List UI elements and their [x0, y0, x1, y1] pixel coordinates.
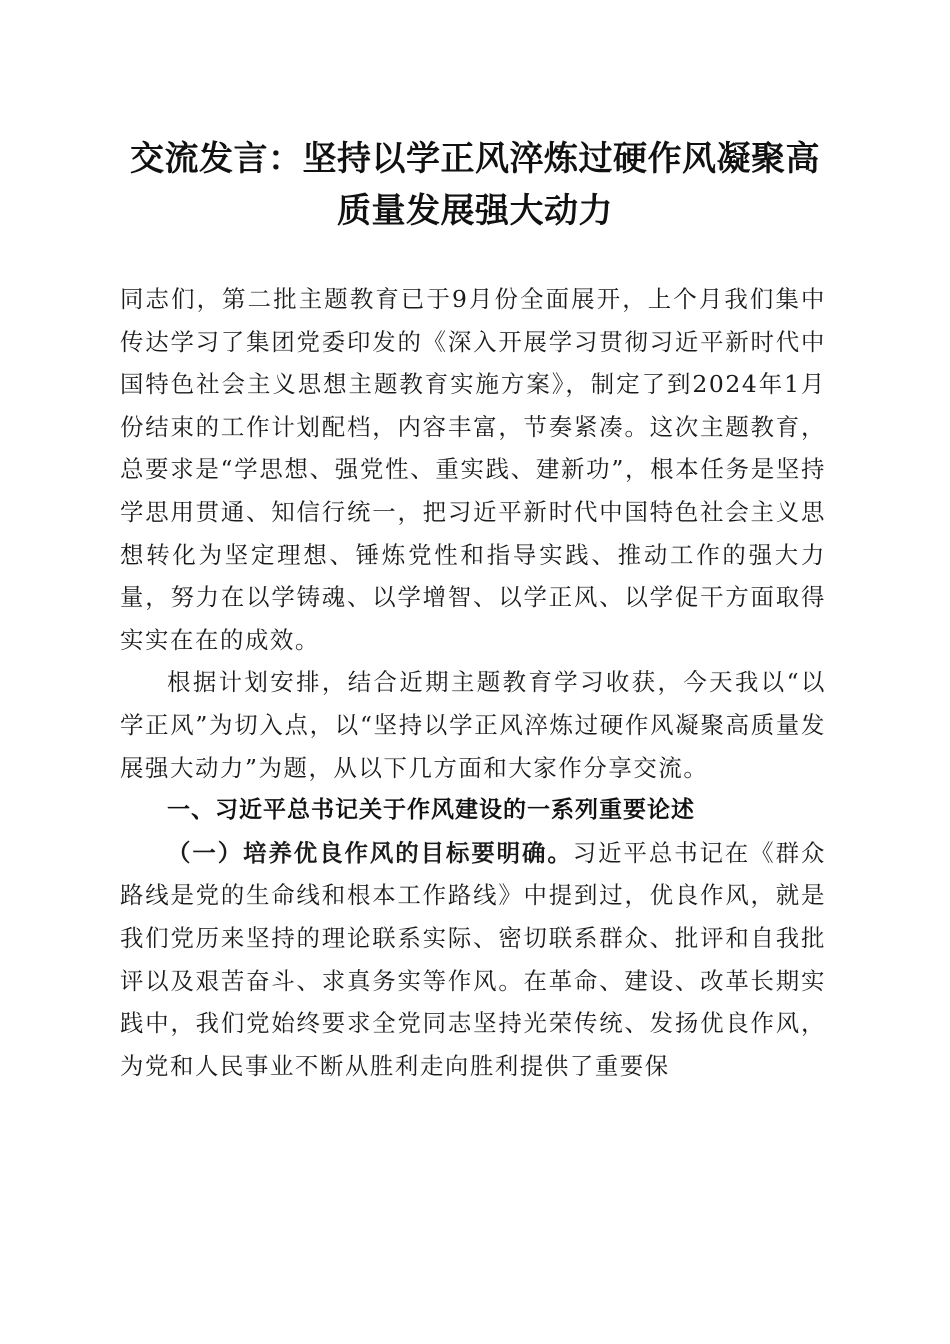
- subsection-paragraph: [120, 832, 826, 1088]
- subsection-text: 习近平总书记在《群众路线是党的生命线和根本工作路线》中提到过，优良作风，就是我们党历来坚持的理论联系实际、密切联系群众、批评和自我批评以及艰苦奋斗、求真务实等作风。在革命、建设、改革长期实践中，我们党始终要求全党同志坚持光荣传统、发扬优良作风，为党和人民事业不断从胜利走向胜利提供了重要保: [120, 838, 826, 1080]
- title-line-2: 质量发展强大动力: [337, 191, 613, 231]
- section-heading: 一、习近平总书记关于作风建设的一系列重要论述: [167, 797, 695, 824]
- subsection-lead: （一）培养优良作风的目标要明确。: [167, 838, 573, 867]
- paragraph-plan: 根据计划安排，结合近期主题教育学习收获，今天我以“以学正风”为切入点，以“坚持以学正风淬炼过硬作风凝聚高质量发展强大动力”为题，从以下几方面和大家作分享交流。: [120, 668, 826, 782]
- document-title: [110, 133, 840, 237]
- paragraph-intro: 同志们，第二批主题教育已于9月份全面展开，上个月我们集中传达学习了集团党委印发的《深入开展学习贯彻习近平新时代中国特色社会主义思想主题教育实施方案》，制定了到2024年1月份结束的工作计划配档，内容丰富，节奏紧凑。这次主题教育，总要求是“学思想、强党性、重实践、建新功”，根本任务是坚持学思用贯通、知信行统一，把习近平新时代中国特色社会主义思想转化为坚定理想、锤炼党性和指导实践、推动工作的强大力量，努力在以学铸魂、以学增智、以学正风、以学促干方面取得实实在在的成效。: [120, 285, 826, 654]
- title-line-1: 交流发言：坚持以学正风淬炼过硬作风凝聚高: [130, 139, 820, 179]
- document-body: [120, 278, 826, 1087]
